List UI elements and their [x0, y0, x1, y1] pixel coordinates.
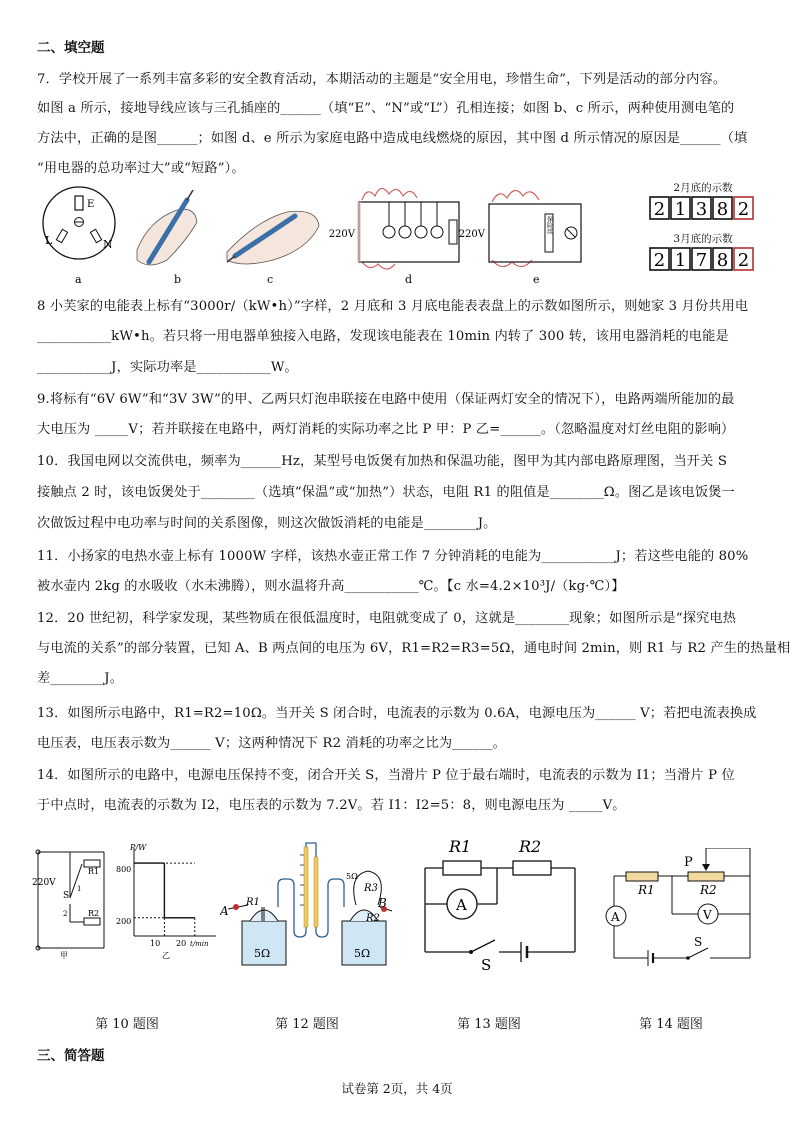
fig12-apparatus — [220, 835, 395, 970]
q7-line: 如图 a 所示，接地导线应该与三孔插座的______（填“E”、“N”或“L”）孔相连接；如图 b、c 所示，两种使用测电笔的 — [37, 101, 735, 116]
q9-line: 9.将标有“6V 6W”和“3V 3W”的甲、乙两只灯泡串联接在电路中使用（保证两灯安全的情况下），电路两端所能加的最 — [37, 392, 735, 407]
q11-line: 11．小扬家的电热水壶上标有 1000W 字样，该热水壶正常工作 7 分钟消耗的电能为___________J；若这些电能的 80% — [37, 549, 749, 564]
fig10-voltage: 220V — [32, 878, 56, 888]
fig-b-label: b — [174, 273, 182, 286]
mar-meter-digit: 1 — [674, 250, 687, 271]
fig-c-label: c — [267, 273, 274, 286]
q8-line: ___________J，实际功率是___________W。 — [37, 360, 298, 375]
socket-l-label: L — [45, 234, 53, 247]
fig10-r2: R2 — [88, 909, 100, 918]
q10-line: 接触点 2 时，该电饭煲处于________（选填“保温”或“加热”）状态，电阻 R1 的阻值是________Ω。图乙是该电饭煲一 — [37, 485, 735, 500]
q7-figures — [37, 180, 627, 290]
q12-line: 12．20 世纪初，科学家发现，某些物质在很低温度时，电阻就变成了 0，这就是________现象；如图所示是“探究电热 — [37, 611, 737, 626]
mar-meter-digits — [648, 246, 758, 272]
fig12-point-b: B — [378, 896, 387, 910]
q10-line: 10．我国电网以交流供电，频率为______Hz，某型号电饭煲有加热和保温功能，图甲为其内部电路原理图，当开关 S — [37, 454, 728, 469]
caption-fig13: 第 13 题图 — [457, 1017, 521, 1032]
fig12-left-5ohm: 5Ω — [254, 947, 271, 960]
fig14-switch-s: S — [694, 935, 703, 949]
q13-line: 13．如图所示电路中，R1=R2=10Ω。当开关 S 闭合时，电流表的示数为 0.6A，电源电压为______ V；若把电流表换成 — [37, 706, 757, 721]
q12-line: 与电流的关系”的部分装置，已知 A、B 两点间的电压为 6V，R1=R2=R3=5Ω，通电时间 2min，则 R1 与 R2 产生的热量相 — [37, 641, 791, 656]
mar-meter-digit: 8 — [716, 250, 729, 271]
socket-figure-a — [43, 187, 115, 286]
fig14-ammeter: A — [611, 910, 620, 924]
fig10-jia: 甲 — [60, 951, 68, 960]
q7-line: 方法中，正确的是图______；如图 d、e 所示为家庭电路中造成电线燃烧的原因，其中图 d 所示情况的原因是______（填 — [37, 131, 748, 146]
feb-meter-digits — [648, 195, 758, 221]
chart-xlabel: t/min — [190, 940, 209, 948]
q9-line: 大电压为 _____V；若并联接在电路中，两灯消耗的实际功率之比 P 甲：P 乙=______。（忽略温度对灯丝电阻的影响） — [37, 422, 735, 437]
fig14-r1: R1 — [638, 883, 655, 897]
fig13-switch-s: S — [481, 956, 492, 970]
fig10-r1: R1 — [88, 867, 100, 876]
feb-meter-digit: 8 — [716, 199, 729, 220]
fig13-ammeter: A — [456, 896, 467, 914]
fig-e-label: e — [533, 273, 540, 286]
feb-meter-digit: 2 — [737, 199, 750, 220]
tester-figure-b — [137, 190, 197, 286]
chart-ytick-200: 200 — [116, 917, 132, 926]
circuit-figure-d — [329, 188, 459, 286]
caption-fig10: 第 10 题图 — [95, 1017, 159, 1032]
fig14-circuit — [602, 848, 760, 970]
fig12-r2: R2 — [366, 913, 380, 924]
fig-d-voltage: 220V — [328, 229, 355, 240]
fig12-r3-ohm: 5Ω — [346, 872, 358, 881]
fig-e-voltage: 220V — [458, 229, 485, 240]
fig13-r2: R2 — [519, 837, 542, 856]
chart-ytick-800: 800 — [116, 865, 132, 874]
q12-line: 差________J。 — [37, 671, 124, 686]
fig12-right-5ohm: 5Ω — [354, 947, 371, 960]
feb-meter-digit: 1 — [674, 199, 687, 220]
q10-line: 次做饭过程中电功率与时间的关系图像，则这次做饭消耗的电能是________J。 — [37, 516, 497, 531]
caption-fig14: 第 14 题图 — [639, 1017, 703, 1032]
q8-line: 8 小芙家的电能表上标有“3000r/（kW•h）”字样，2 月底和 3 月底电能表表盘上的示数如图所示，则她家 3 月份共用电 — [37, 299, 749, 314]
chart-xtick-10: 10 — [150, 939, 161, 948]
fig12-r1: R1 — [246, 897, 260, 908]
q7-line: 7．学校开展了一系列丰富多彩的安全教育活动，本期活动的主题是“安全用电，珍惜生命”，下列是活动的部分内容。 — [37, 72, 727, 87]
q8-line: ___________kW•h。若只将一用电器单独接入电路，发现该电能表在 10min 内转了 300 转，该用电器消耗的电能是 — [37, 329, 729, 344]
fig14-r2: R2 — [700, 883, 717, 897]
q14-line: 14．如图所示的电路中，电源电压保持不变，闭合开关 S，当滑片 P 位于最右端时，电流表的示数为 I1；当滑片 P 位 — [37, 768, 735, 783]
fig10-circuit — [30, 840, 112, 960]
meter-readings — [648, 180, 758, 276]
caption-fig12: 第 12 题图 — [275, 1017, 339, 1032]
fig10-contact-2: 2 — [63, 910, 68, 918]
socket-e-label: E — [87, 199, 95, 210]
socket-n-label: N — [103, 238, 113, 251]
tester-figure-c — [227, 211, 319, 286]
fig13-r1: R1 — [449, 837, 472, 856]
fig12-r3: R3 — [364, 883, 378, 894]
section-title-fill-blank: 二、填空题 — [37, 40, 105, 56]
fig10-contact-1: 1 — [77, 885, 82, 893]
section-title-short-answer: 三、简答题 — [37, 1048, 105, 1064]
fig14-slider-p: P — [684, 855, 693, 870]
feb-meter-label: 2月底的示数 — [673, 182, 733, 194]
fig-d-label: d — [405, 273, 413, 286]
q14-line: 于中点时，电流表的示数为 I2，电压表的示数为 7.2V。若 I1：I2=5：8，则电源电压为 _____V。 — [37, 798, 626, 813]
fig13-circuit — [415, 830, 585, 970]
q13-line: 电压表，电压表示数为______ V；这两种情况下 R2 消耗的功率之比为______。 — [37, 736, 507, 751]
mar-meter-digit: 7 — [695, 250, 708, 271]
chart-ylabel: P/W — [130, 843, 147, 852]
fig12-point-a: A — [220, 904, 229, 918]
fig10-switch-s: S — [63, 891, 70, 901]
q7-line: “用电器的总功率过大”或“短路”）。 — [37, 161, 245, 176]
mar-meter-digit: 2 — [737, 250, 750, 271]
fig10-power-chart — [112, 840, 220, 960]
circuit-figure-e — [459, 190, 581, 286]
fuse-mark: 保险丝 — [545, 216, 553, 234]
mar-meter-label: 3月底的示数 — [673, 233, 733, 245]
mar-meter-digit: 2 — [653, 250, 666, 271]
fig-a-label: a — [75, 273, 82, 286]
chart-xtick-20: 20 — [176, 939, 187, 948]
page-footer: 试卷第 2页，共 4页 — [341, 1081, 453, 1096]
feb-meter-digit: 3 — [695, 199, 708, 220]
feb-meter-digit: 2 — [653, 199, 666, 220]
fig10-yi: 乙 — [162, 951, 170, 960]
fig14-voltmeter: V — [703, 908, 712, 922]
q11-line: 被水壶内 2kg 的水吸收（水未沸腾），则水温将升高___________℃。【c 水=4.2×10³J/（kg·℃）】 — [37, 579, 625, 594]
